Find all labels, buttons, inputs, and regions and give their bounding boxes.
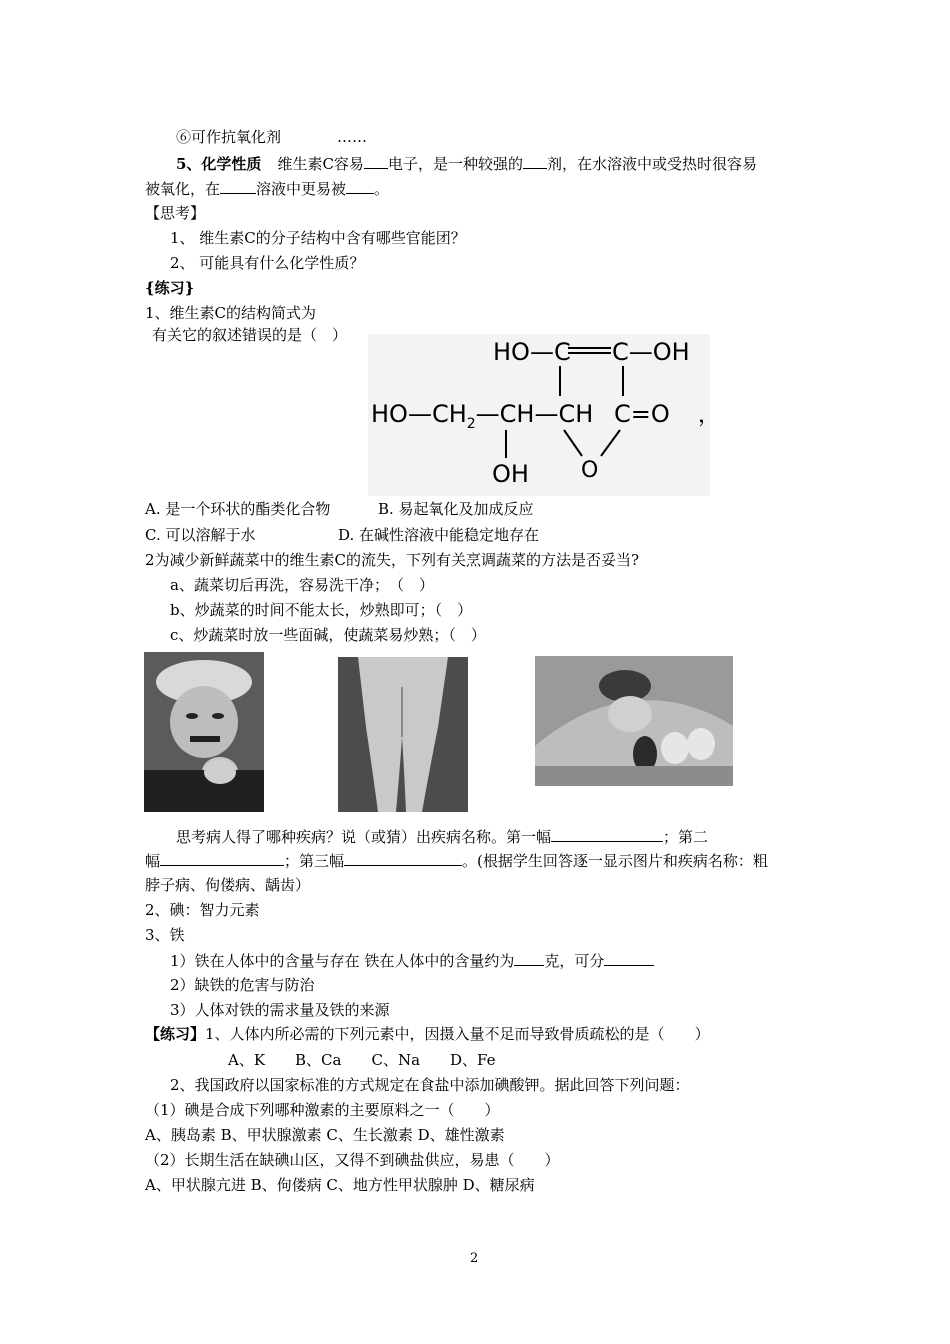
ellipsis: …… (337, 128, 368, 146)
structure-middle-chain: $HO—CH_2—CH—CH$ (371, 400, 594, 432)
iodine-heading: 2、碘：智力元素 (145, 901, 260, 919)
tooth-decay-photo (535, 656, 733, 786)
practice-2-q2-part-2-options: A、甲状腺亢进 B、佝偻病 C、地方性甲状腺肿 D、糖尿病 (145, 1176, 535, 1194)
disease-line-1 (176, 826, 708, 847)
think-heading: 【思考】 (145, 204, 206, 222)
text-fragment: 被氧化，在 (145, 180, 221, 198)
blank (220, 178, 256, 194)
structure-ring-oxygen: O (581, 458, 599, 483)
option-c: C. 可以溶解于水 (145, 526, 256, 544)
text-fragment: 剂，在水溶液中或受热时很容易 (546, 155, 757, 173)
practice-heading: {练习} (145, 279, 195, 297)
think-question-1: 1、 维生素C的分子结构中含有哪些官能团？ (170, 229, 466, 247)
iron-item-2: 2）缺铁的危害与防治 (170, 976, 315, 994)
question-2b: b、炒蔬菜的时间不能太长，炒熟即可；（ ） (170, 601, 473, 619)
goiter-patient-photo (144, 652, 264, 812)
structure-bottom-oh: OH (492, 460, 529, 488)
text-fragment: 1、人体内所必需的下列元素中，因摄入量不足而导致骨质疏松的是（ ） (205, 1025, 710, 1043)
chemical-property-line-2 (145, 178, 389, 199)
question-1-line-1: 1、维生素C的结构简式为 (145, 304, 317, 322)
practice-2-q2-part-2: （2）长期生活在缺碘山区，又得不到碘盐供应，易患（ ） (145, 1151, 560, 1169)
question-2a: a、蔬菜切后再洗，容易洗干净； （ ） (170, 576, 434, 594)
structure-comma: ， (698, 403, 721, 428)
question-2: 2为减少新鲜蔬菜中的维生素C的流失，下列有关烹调蔬菜的方法是否妥当? (145, 551, 640, 569)
iron-heading: 3、铁 (145, 926, 185, 944)
practice-2-options: A、K B、Ca C、Na D、Fe (228, 1051, 496, 1069)
property-6-text: ⑥可作抗氧化剂 (176, 128, 282, 146)
iron-item-1 (170, 950, 654, 971)
structure-carbonyl: C=O (614, 400, 670, 428)
iron-item-3: 3）人体对铁的需求量及铁的来源 (170, 1001, 390, 1019)
disease-line-3: 脖子病、佝偻病、龋齿） (145, 876, 311, 894)
text-fragment: 。(根据学生回答逐一显示图片和疾病名称：粗 (462, 852, 768, 870)
practice-2-q2-part-1-options: A、胰岛素 B、甲状腺激素 C、生长激素 D、雄性激素 (145, 1126, 505, 1144)
rickets-legs-photo (338, 657, 468, 812)
blank (346, 178, 374, 194)
text-fragment: 溶液中更易被 (256, 180, 347, 198)
practice-2-question-1 (145, 1024, 710, 1044)
blank (604, 950, 654, 966)
property-6-line (176, 127, 367, 147)
chemical-property-line (176, 153, 757, 174)
option-a: A. 是一个环状的酯类化合物 (145, 500, 331, 518)
section-5-heading: 5、化学性质 (176, 155, 262, 173)
text-fragment: 克，可分 (544, 952, 605, 970)
text-fragment: 1）铁在人体中的含量与存在 铁在人体中的含量约为 (170, 952, 515, 970)
blank (160, 850, 284, 866)
option-b: B. 易起氧化及加成反应 (378, 500, 534, 518)
text-fragment: ；第二 (663, 828, 709, 846)
think-question-2: 2、 可能具有什么化学性质？ (170, 254, 365, 272)
page-number: 2 (470, 1251, 479, 1266)
blank (514, 950, 544, 966)
blank (551, 826, 663, 842)
practice-2-question-2: 2、我国政府以国家标准的方式规定在食盐中添加碘酸钾。据此回答下列问题： (170, 1076, 690, 1094)
option-d: D. 在碱性溶液中能稳定地存在 (338, 526, 540, 544)
structure-top-left: HO—C (493, 338, 571, 366)
text-fragment: 幅 (145, 852, 161, 870)
text-fragment: 维生素C容易 (277, 155, 364, 173)
text-fragment: 思考病人得了哪种疾病？说（或猜）出疾病名称。第一幅 (176, 828, 552, 846)
blank (523, 153, 547, 169)
question-2c: c、炒蔬菜时放一些面碱，使蔬菜易炒熟；（ ） (170, 626, 486, 644)
blank (344, 850, 462, 866)
text-fragment: 。 (374, 180, 390, 198)
vitamin-c-structure (368, 334, 721, 498)
disease-line-2 (145, 850, 768, 871)
practice-2-heading: 【练习】 (145, 1025, 206, 1043)
text-fragment: ；第三幅 (284, 852, 345, 870)
blank (364, 153, 388, 169)
structure-top-right: C—OH (612, 338, 690, 366)
question-1-line-2: 有关它的叙述错误的是（ ） (152, 326, 348, 344)
text-fragment: 电子，是一种较强的 (387, 155, 523, 173)
practice-2-q2-part-1: （1）碘是合成下列哪种激素的主要原料之一（ ） (145, 1101, 500, 1119)
